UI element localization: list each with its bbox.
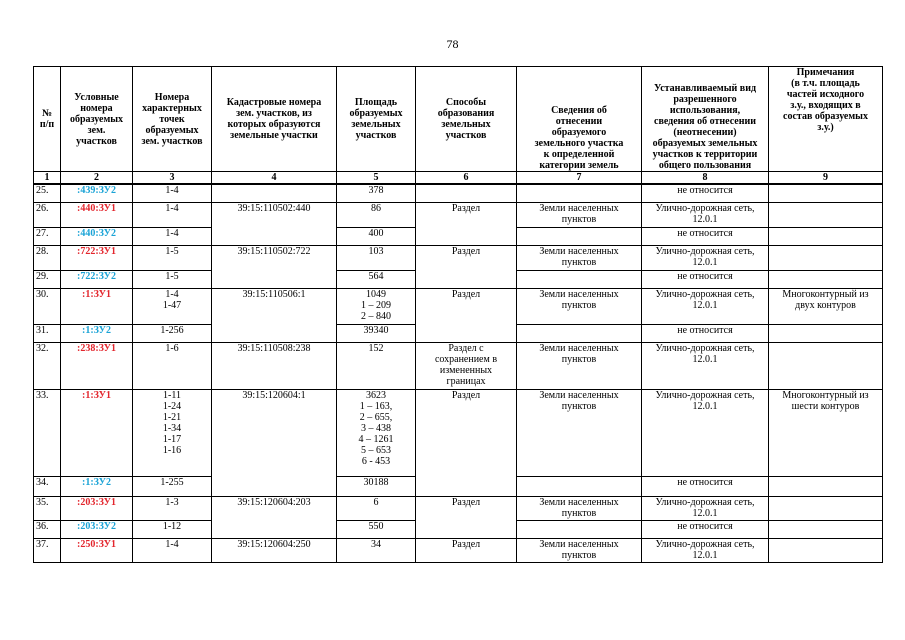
plot-area: 3623 1 – 163, 2 – 655, 3 – 438 4 – 1261 5 – 653 6 - 453 [337, 389, 416, 476]
col-number: 9 [769, 172, 883, 185]
notes-cell [769, 270, 883, 288]
formation-method: Раздел с сохранением в измененных границах [416, 342, 517, 389]
plot-use: Улично-дорожная сеть, 12.0.1 [642, 389, 769, 476]
plot-use: не относится [642, 520, 769, 538]
plot-code: :1:ЗУ2 [61, 324, 133, 342]
plot-use: не относится [642, 184, 769, 202]
notes-cell [769, 202, 883, 227]
page-number: 78 [446, 37, 459, 51]
plot-note: Многоконтурный из шести контуров [769, 389, 883, 476]
notes-cell [769, 538, 883, 562]
col-number: 3 [133, 172, 212, 185]
plot-use: Улично-дорожная сеть, 12.0.1 [642, 342, 769, 389]
header-points: Номера характерных точек образуемых зем. участков [133, 67, 212, 172]
header-category: Сведения об отнесении образуемого земельного участка к определенной категории земель [517, 67, 642, 172]
table-header-row [34, 67, 883, 172]
row-number: 36. [34, 520, 61, 538]
formation-method: Раздел [416, 245, 517, 288]
row-number: 28. [34, 245, 61, 270]
cadastral-number: 39:15:120604:1 [212, 389, 337, 496]
plot-area: 6 [337, 496, 416, 520]
plot-area: 30188 [337, 476, 416, 496]
plot-points: 1-4 [133, 538, 212, 562]
plot-use: Улично-дорожная сеть, 12.0.1 [642, 288, 769, 324]
plot-area: 39340 [337, 324, 416, 342]
plot-points: 1-11 1-24 1-21 1-34 1-17 1-16 [133, 389, 212, 476]
plot-points: 1-12 [133, 520, 212, 538]
plot-area: 86 [337, 202, 416, 227]
plot-code: :1:ЗУ1 [61, 288, 133, 324]
header-notes: Примечания (в т.ч. площадь частей исходного з.у., входящих в состав образуемых з.у.) [769, 67, 883, 172]
cadastral-number: 39:15:120604:203 [212, 496, 337, 538]
notes-cell [769, 184, 883, 202]
table-row [34, 342, 883, 389]
land-category: Земли населенных пунктов [517, 288, 642, 324]
land-plots-table [33, 66, 883, 563]
column-number-row [34, 172, 883, 185]
plot-area: 103 [337, 245, 416, 270]
row-number: 29. [34, 270, 61, 288]
notes-cell [769, 520, 883, 538]
plot-code: :440:ЗУ2 [61, 227, 133, 245]
formation-method: Раздел [416, 389, 517, 496]
plot-area: 564 [337, 270, 416, 288]
table-row [34, 245, 883, 270]
land-category: Земли населенных пунктов [517, 342, 642, 389]
notes-cell [769, 245, 883, 270]
category-cell [517, 520, 642, 538]
header-area: Площадь образуемых земельных участков [337, 67, 416, 172]
plot-use: Улично-дорожная сеть, 12.0.1 [642, 245, 769, 270]
row-number: 30. [34, 288, 61, 324]
category-cell [517, 476, 642, 496]
category-cell [517, 270, 642, 288]
cadastral-number: 39:15:110506:1 [212, 288, 337, 342]
plot-points: 1-5 [133, 245, 212, 270]
land-category: Земли населенных пунктов [517, 202, 642, 227]
plot-code: :722:ЗУ2 [61, 270, 133, 288]
plot-note: Многоконтурный из двух контуров [769, 288, 883, 324]
plot-code: :203:ЗУ2 [61, 520, 133, 538]
plot-code: :1:ЗУ2 [61, 476, 133, 496]
plot-points: 1-3 [133, 496, 212, 520]
plot-use: не относится [642, 476, 769, 496]
plot-points: 1-5 [133, 270, 212, 288]
plot-area: 1049 1 – 209 2 – 840 [337, 288, 416, 324]
cadastral-number: 39:15:120604:250 [212, 538, 337, 562]
cadastral-number: 39:15:110508:238 [212, 342, 337, 389]
plot-points: 1-4 [133, 184, 212, 202]
cadastral-number: 39:15:110502:440 [212, 202, 337, 245]
row-number: 34. [34, 476, 61, 496]
method-cell [416, 184, 517, 202]
row-number: 32. [34, 342, 61, 389]
plot-points: 1-255 [133, 476, 212, 496]
plot-code: :1:ЗУ1 [61, 389, 133, 476]
notes-cell [769, 342, 883, 389]
notes-cell [769, 476, 883, 496]
plot-code: :238:ЗУ1 [61, 342, 133, 389]
land-category: Земли населенных пунктов [517, 496, 642, 520]
formation-method: Раздел [416, 202, 517, 245]
notes-cell [769, 227, 883, 245]
plot-area: 550 [337, 520, 416, 538]
row-number: 35. [34, 496, 61, 520]
col-number: 4 [212, 172, 337, 185]
table-row [34, 288, 883, 324]
plot-area: 378 [337, 184, 416, 202]
plot-points: 1-6 [133, 342, 212, 389]
cadastral-cell [212, 184, 337, 202]
row-number: 33. [34, 389, 61, 476]
plot-code: :250:ЗУ1 [61, 538, 133, 562]
table-row [34, 389, 883, 476]
notes-cell [769, 496, 883, 520]
header-method: Способы образования земельных участков [416, 67, 517, 172]
plot-code: :439:ЗУ2 [61, 184, 133, 202]
table-row [34, 184, 883, 202]
category-cell [517, 184, 642, 202]
plot-points: 1-256 [133, 324, 212, 342]
formation-method: Раздел [416, 288, 517, 342]
col-number: 6 [416, 172, 517, 185]
row-number: 26. [34, 202, 61, 227]
land-category: Земли населенных пунктов [517, 245, 642, 270]
table-row [34, 202, 883, 227]
category-cell [517, 227, 642, 245]
plot-points: 1-4 [133, 202, 212, 227]
plot-points: 1-4 1-47 [133, 288, 212, 324]
plot-use: Улично-дорожная сеть, 12.0.1 [642, 538, 769, 562]
category-cell [517, 324, 642, 342]
col-number: 8 [642, 172, 769, 185]
row-number: 31. [34, 324, 61, 342]
row-number: 37. [34, 538, 61, 562]
plot-use: не относится [642, 227, 769, 245]
header-code: Условные номера образуемых зем. участков [61, 67, 133, 172]
formation-method: Раздел [416, 538, 517, 562]
header-use: Устанавливаемый вид разрешенного использования, сведения об отнесении (неотнесении) образуемых земельных участков к территории общего пользования [642, 67, 769, 172]
plot-area: 152 [337, 342, 416, 389]
plot-points: 1-4 [133, 227, 212, 245]
row-number: 27. [34, 227, 61, 245]
plot-use: Улично-дорожная сеть, 12.0.1 [642, 496, 769, 520]
table-row [34, 538, 883, 562]
plot-area: 34 [337, 538, 416, 562]
col-number: 7 [517, 172, 642, 185]
header-num: № п/п [34, 67, 61, 172]
col-number: 1 [34, 172, 61, 185]
header-cadastral: Кадастровые номера зем. участков, из которых образуются земельные участки [212, 67, 337, 172]
col-number: 2 [61, 172, 133, 185]
plot-use: не относится [642, 324, 769, 342]
plot-code: :440:ЗУ1 [61, 202, 133, 227]
land-category: Земли населенных пунктов [517, 389, 642, 476]
plot-area: 400 [337, 227, 416, 245]
plot-code: :203:ЗУ1 [61, 496, 133, 520]
formation-method: Раздел [416, 496, 517, 538]
table-row [34, 496, 883, 520]
notes-cell [769, 324, 883, 342]
plot-use: не относится [642, 270, 769, 288]
plot-code: :722:ЗУ1 [61, 245, 133, 270]
col-number: 5 [337, 172, 416, 185]
land-category: Земли населенных пунктов [517, 538, 642, 562]
plot-use: Улично-дорожная сеть, 12.0.1 [642, 202, 769, 227]
row-number: 25. [34, 184, 61, 202]
cadastral-number: 39:15:110502:722 [212, 245, 337, 288]
